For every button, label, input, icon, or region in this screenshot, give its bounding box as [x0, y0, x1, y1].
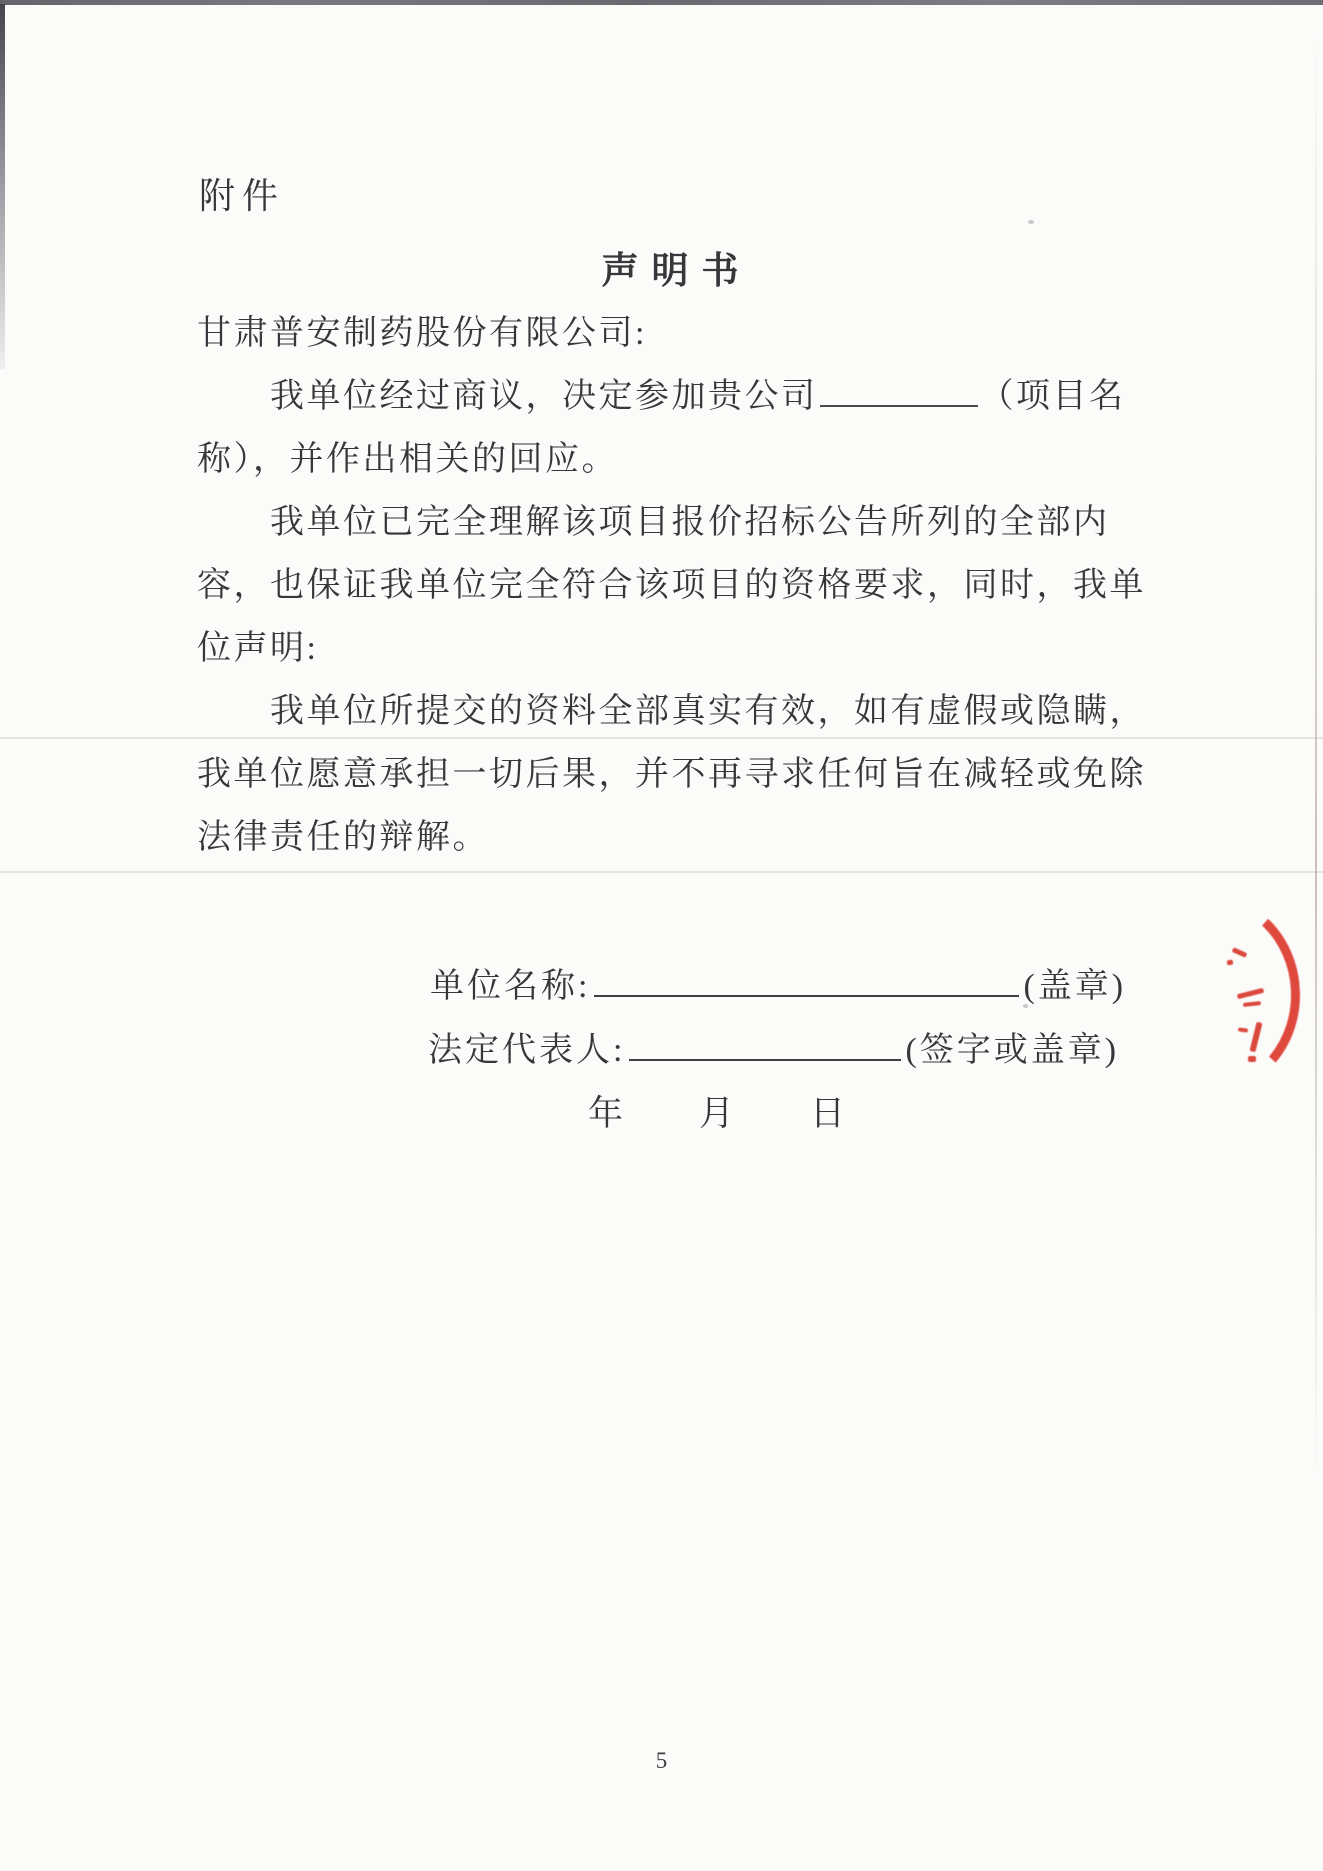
body-line: 我单位愿意承担一切后果，并不再寻求任何旨在减轻或免除: [197, 756, 1146, 793]
body-line-project-text: 我单位经过商议，决定参加贵公司: [270, 378, 818, 415]
document-title: 声明书: [601, 251, 752, 292]
body-line: 位声明:: [197, 630, 319, 667]
scan-edge-top: [0, 0, 1323, 5]
scan-speck: [1028, 220, 1034, 224]
body-line: 我单位所提交的资料全部真实有效，如有虚假或隐瞒，: [270, 693, 1146, 730]
body-line: 法律责任的辩解。: [197, 819, 489, 856]
salutation-line: 甘肃普安制药股份有限公司:: [197, 315, 647, 352]
unit-name-label: 单位名称:: [430, 968, 591, 1005]
scan-edge-right: [1315, 30, 1317, 1480]
page-number: 5: [655, 1748, 668, 1773]
scan-artifact-line: [0, 871, 1323, 873]
date-month-label: 月: [699, 1094, 735, 1133]
red-seal-fragment: [1205, 890, 1315, 1090]
seal-arc: [1112, 889, 1305, 1098]
signature-legal-row: [428, 1022, 1119, 1071]
scan-edge-left: [0, 4, 5, 369]
body-line-project: [197, 365, 1147, 428]
signature-unit-row: [430, 958, 1126, 1007]
legal-representative-blank: [629, 1025, 901, 1061]
body-line: 容，也保证我单位完全符合该项目的资格要求，同时，我单: [197, 567, 1146, 604]
body-line-project-suffix: （项目名: [979, 378, 1126, 415]
legal-representative-label: 法定代表人:: [428, 1032, 626, 1069]
signature-date-row: [588, 1086, 845, 1136]
legal-sign-note: (签字或盖章): [905, 1032, 1120, 1069]
seal-stroke: [1248, 1056, 1256, 1062]
body-line: 称），并作出相关的回应。: [197, 441, 618, 478]
unit-seal-note: (盖章): [1023, 968, 1127, 1005]
project-name-blank: [820, 371, 978, 407]
body-text: [197, 302, 1147, 869]
attachment-label: 附件: [199, 176, 286, 216]
unit-name-blank: [594, 961, 1019, 997]
date-year-label: 年: [588, 1094, 624, 1133]
date-day-label: 日: [810, 1094, 846, 1133]
body-line: 我单位已完全理解该项目报价招标公告所列的全部内: [270, 504, 1110, 541]
